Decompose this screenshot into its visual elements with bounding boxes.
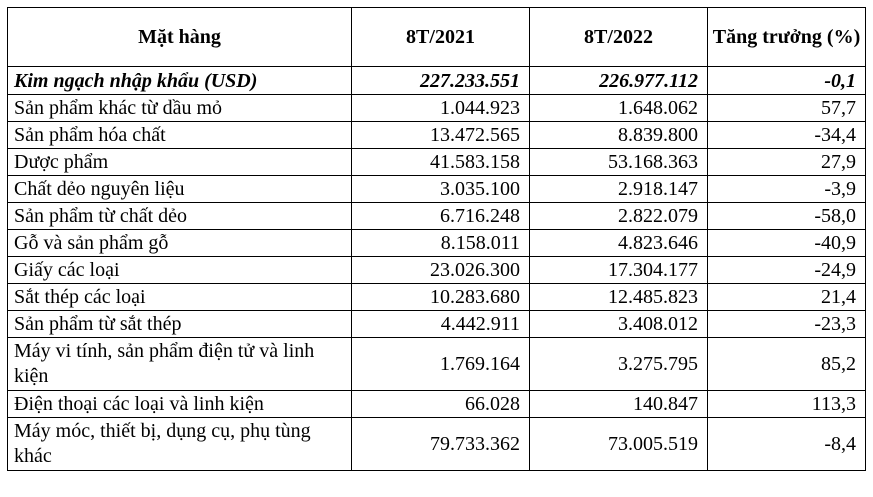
import-table <box>7 7 866 471</box>
row-growth: -34,4 <box>708 122 866 149</box>
table-row <box>8 203 866 230</box>
total-2022: 226.977.112 <box>530 67 708 95</box>
table-row <box>8 122 866 149</box>
row-2022: 17.304.177 <box>530 257 708 284</box>
table-row <box>8 95 866 122</box>
row-2021: 13.472.565 <box>352 122 530 149</box>
header-growth-label: Tăng trưởng (%) <box>712 25 861 48</box>
row-2022: 3.275.795 <box>530 338 708 391</box>
table-row <box>8 176 866 203</box>
row-growth: 85,2 <box>708 338 866 391</box>
row-2021: 41.583.158 <box>352 149 530 176</box>
row-2021: 8.158.011 <box>352 230 530 257</box>
row-growth: -40,9 <box>708 230 866 257</box>
total-label: Kim ngạch nhập khẩu (USD) <box>8 67 352 95</box>
row-name: Sản phẩm từ sắt thép <box>8 311 352 338</box>
row-name: Giấy các loại <box>8 257 352 284</box>
table-row <box>8 284 866 311</box>
row-2021: 1.769.164 <box>352 338 530 391</box>
table-row <box>8 230 866 257</box>
row-2022: 4.823.646 <box>530 230 708 257</box>
total-row <box>8 67 866 95</box>
table-row <box>8 311 866 338</box>
row-growth: -24,9 <box>708 257 866 284</box>
total-growth: -0,1 <box>708 67 866 95</box>
row-2021: 23.026.300 <box>352 257 530 284</box>
row-growth: -8,4 <box>708 418 866 471</box>
header-growth <box>708 8 866 67</box>
table-row <box>8 149 866 176</box>
row-name: Điện thoại các loại và linh kiện <box>8 391 352 418</box>
row-2021: 4.442.911 <box>352 311 530 338</box>
header-row <box>8 8 866 67</box>
header-2021: 8T/2021 <box>352 8 530 67</box>
row-2021: 66.028 <box>352 391 530 418</box>
row-name: Chất dẻo nguyên liệu <box>8 176 352 203</box>
row-2022: 140.847 <box>530 391 708 418</box>
row-growth: -58,0 <box>708 203 866 230</box>
row-2021: 6.716.248 <box>352 203 530 230</box>
row-name: Sắt thép các loại <box>8 284 352 311</box>
row-2021: 3.035.100 <box>352 176 530 203</box>
row-2022: 53.168.363 <box>530 149 708 176</box>
total-2021: 227.233.551 <box>352 67 530 95</box>
row-2022: 2.918.147 <box>530 176 708 203</box>
row-2022: 3.408.012 <box>530 311 708 338</box>
row-growth: -23,3 <box>708 311 866 338</box>
header-2022: 8T/2022 <box>530 8 708 67</box>
row-2022: 2.822.079 <box>530 203 708 230</box>
row-growth: -3,9 <box>708 176 866 203</box>
row-growth: 27,9 <box>708 149 866 176</box>
row-2022: 1.648.062 <box>530 95 708 122</box>
row-name: Máy móc, thiết bị, dụng cụ, phụ tùng khác <box>8 418 352 471</box>
table-row <box>8 257 866 284</box>
row-2021: 10.283.680 <box>352 284 530 311</box>
table-row <box>8 338 866 391</box>
row-name: Máy vi tính, sản phẩm điện tử và linh kiện <box>8 338 352 391</box>
row-name: Sản phẩm hóa chất <box>8 122 352 149</box>
row-2022: 73.005.519 <box>530 418 708 471</box>
row-2021: 1.044.923 <box>352 95 530 122</box>
row-name: Sản phẩm khác từ dầu mỏ <box>8 95 352 122</box>
row-name: Sản phẩm từ chất dẻo <box>8 203 352 230</box>
row-2021: 79.733.362 <box>352 418 530 471</box>
row-growth: 113,3 <box>708 391 866 418</box>
table-row <box>8 391 866 418</box>
row-growth: 21,4 <box>708 284 866 311</box>
table-row <box>8 418 866 471</box>
row-name: Dược phẩm <box>8 149 352 176</box>
row-name: Gỗ và sản phẩm gỗ <box>8 230 352 257</box>
row-2022: 8.839.800 <box>530 122 708 149</box>
header-item: Mặt hàng <box>8 8 352 67</box>
row-growth: 57,7 <box>708 95 866 122</box>
row-2022: 12.485.823 <box>530 284 708 311</box>
